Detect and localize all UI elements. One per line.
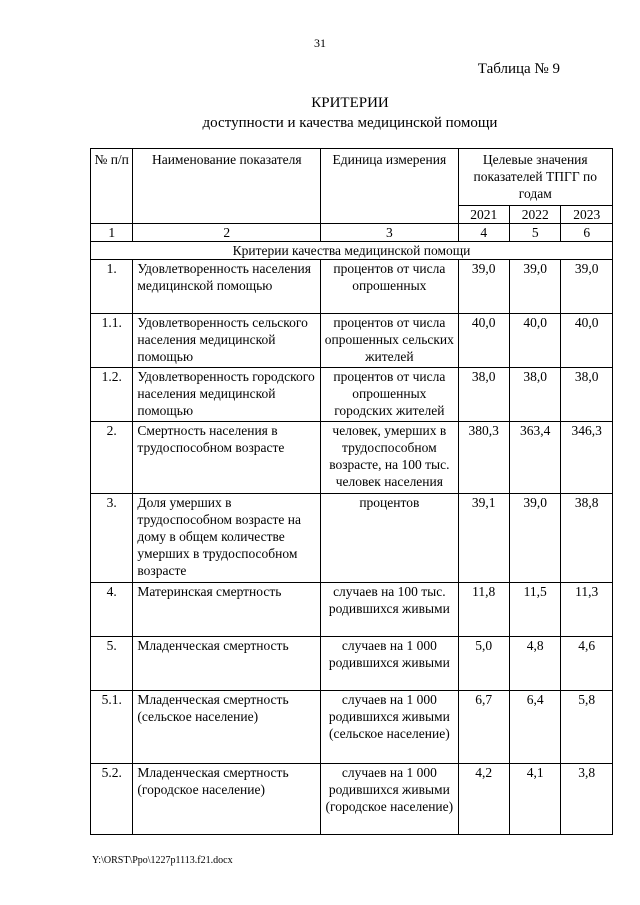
header-year-2023: 2023 xyxy=(561,206,613,224)
column-number: 1 xyxy=(91,224,133,242)
header-year-2022: 2022 xyxy=(509,206,560,224)
value-2022: 4,8 xyxy=(509,637,560,691)
value-2022: 38,0 xyxy=(509,368,560,422)
table-label: Таблица № 9 xyxy=(477,61,560,77)
table-row xyxy=(91,422,613,494)
document-subtitle: доступности и качества медицинской помощи xyxy=(202,115,498,131)
table-row xyxy=(91,764,613,835)
value-2021: 11,8 xyxy=(458,583,509,637)
indicator-name: Удовлетворенность сельского населения медицинской помощью xyxy=(133,314,321,368)
table-row xyxy=(91,637,613,691)
row-number: 1.1. xyxy=(91,314,133,368)
header-num: № п/п xyxy=(91,149,133,224)
value-2023: 4,6 xyxy=(561,637,613,691)
header-name: Наименование показателя xyxy=(133,149,321,224)
unit-of-measure: случаев на 1 000 родившихся живыми xyxy=(321,637,458,691)
value-2021: 5,0 xyxy=(458,637,509,691)
value-2023: 40,0 xyxy=(561,314,613,368)
value-2023: 5,8 xyxy=(561,691,613,764)
indicator-name: Младенческая смертность (городское население) xyxy=(133,764,321,835)
value-2021: 4,2 xyxy=(458,764,509,835)
value-2022: 363,4 xyxy=(509,422,560,494)
value-2022: 4,1 xyxy=(509,764,560,835)
unit-of-measure: процентов xyxy=(321,494,458,583)
value-2021: 39,0 xyxy=(458,260,509,314)
row-number: 4. xyxy=(91,583,133,637)
indicator-name: Удовлетворенность населения медицинской помощью xyxy=(133,260,321,314)
unit-of-measure: процентов от числа опрошенных сельских жителей xyxy=(321,314,458,368)
column-number: 6 xyxy=(561,224,613,242)
criteria-table xyxy=(90,148,613,835)
unit-of-measure: случаев на 100 тыс. родившихся живыми xyxy=(321,583,458,637)
document-title: КРИТЕРИИ xyxy=(311,95,389,111)
unit-of-measure: процентов от числа опрошенных xyxy=(321,260,458,314)
section-row xyxy=(91,242,613,260)
table-row xyxy=(91,314,613,368)
value-2022: 39,0 xyxy=(509,260,560,314)
row-number: 2. xyxy=(91,422,133,494)
footer-file-path: Y:\ORST\Ppo\1227p1113.f21.docx xyxy=(92,855,233,866)
column-numbers-row xyxy=(91,224,613,242)
table-row xyxy=(91,583,613,637)
table-row xyxy=(91,368,613,422)
row-number: 1.2. xyxy=(91,368,133,422)
value-2022: 6,4 xyxy=(509,691,560,764)
page-number: 31 xyxy=(314,36,326,50)
header-year-2021: 2021 xyxy=(458,206,509,224)
header-unit: Единица измерения xyxy=(321,149,458,224)
section-title: Критерии качества медицинской помощи xyxy=(91,242,613,260)
column-number: 5 xyxy=(509,224,560,242)
row-number: 1. xyxy=(91,260,133,314)
unit-of-measure: процентов от числа опрошенных городских жителей xyxy=(321,368,458,422)
header-row xyxy=(91,149,613,206)
value-2023: 38,8 xyxy=(561,494,613,583)
indicator-name: Младенческая смертность xyxy=(133,637,321,691)
value-2023: 3,8 xyxy=(561,764,613,835)
indicator-name: Материнская смертность xyxy=(133,583,321,637)
value-2023: 38,0 xyxy=(561,368,613,422)
header-targets: Целевые значения показателей ТПГГ по годам xyxy=(458,149,613,206)
row-number: 3. xyxy=(91,494,133,583)
value-2021: 39,1 xyxy=(458,494,509,583)
value-2022: 40,0 xyxy=(509,314,560,368)
table-row xyxy=(91,494,613,583)
value-2023: 39,0 xyxy=(561,260,613,314)
indicator-name: Младенческая смертность (сельское население) xyxy=(133,691,321,764)
unit-of-measure: случаев на 1 000 родившихся живыми (городское население) xyxy=(321,764,458,835)
unit-of-measure: случаев на 1 000 родившихся живыми (сельское население) xyxy=(321,691,458,764)
column-number: 2 xyxy=(133,224,321,242)
row-number: 5. xyxy=(91,637,133,691)
column-number: 3 xyxy=(321,224,458,242)
indicator-name: Удовлетворенность городского населения медицинской помощью xyxy=(133,368,321,422)
value-2021: 6,7 xyxy=(458,691,509,764)
column-number: 4 xyxy=(458,224,509,242)
row-number: 5.1. xyxy=(91,691,133,764)
value-2021: 38,0 xyxy=(458,368,509,422)
value-2021: 380,3 xyxy=(458,422,509,494)
indicator-name: Смертность населения в трудоспособном возрасте xyxy=(133,422,321,494)
value-2022: 11,5 xyxy=(509,583,560,637)
value-2023: 11,3 xyxy=(561,583,613,637)
unit-of-measure: человек, умерших в трудоспособном возрасте, на 100 тыс. человек населения xyxy=(321,422,458,494)
value-2021: 40,0 xyxy=(458,314,509,368)
value-2023: 346,3 xyxy=(561,422,613,494)
indicator-name: Доля умерших в трудоспособном возрасте на дому в общем количестве умерших в трудоспособном возрасте xyxy=(133,494,321,583)
table-row xyxy=(91,260,613,314)
table-row xyxy=(91,691,613,764)
value-2022: 39,0 xyxy=(509,494,560,583)
row-number: 5.2. xyxy=(91,764,133,835)
